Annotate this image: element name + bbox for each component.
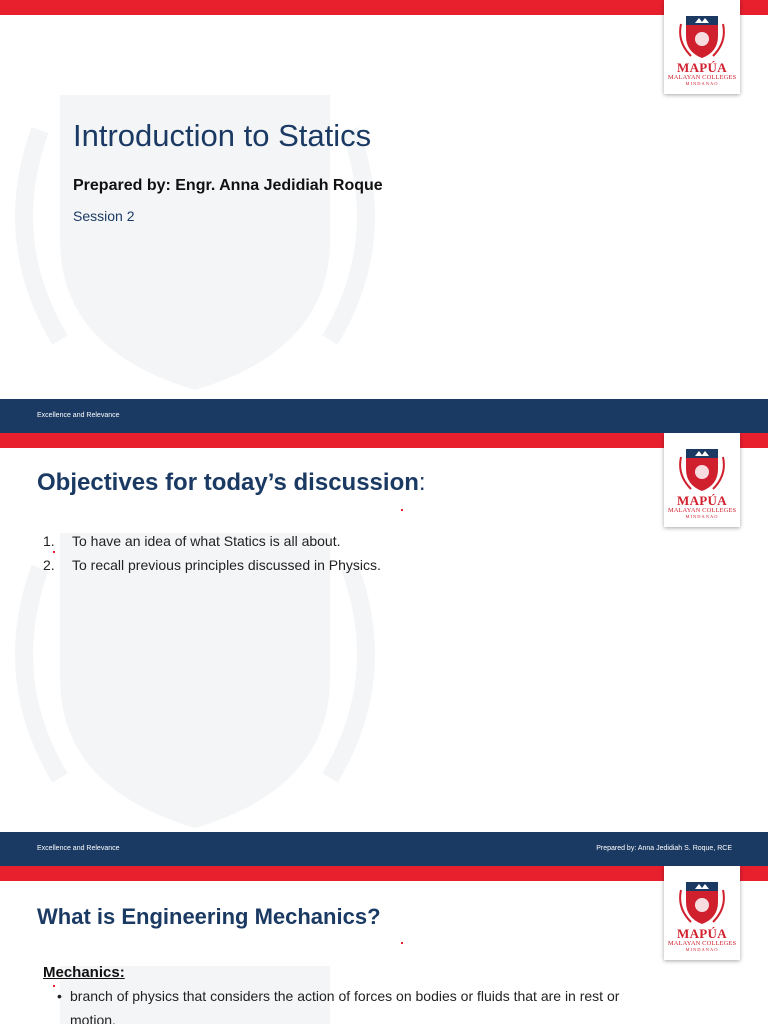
heading-colon: : bbox=[418, 469, 426, 496]
crest-icon bbox=[677, 14, 727, 60]
objectives-heading-text: Objectives for today’s discussion bbox=[37, 469, 419, 496]
logo-campus: MINDANAO bbox=[685, 81, 719, 86]
logo-name: MAPÚA bbox=[677, 60, 727, 75]
definition-bullet bbox=[57, 988, 619, 1004]
logo-name: MAPÚA bbox=[677, 493, 727, 508]
term-colon: : bbox=[119, 964, 125, 981]
red-marker-dot bbox=[53, 985, 55, 987]
definition-line-1: branch of physics that considers the action of forces on bodies or fluids that are in rest or bbox=[70, 988, 620, 1004]
crest-icon bbox=[677, 447, 727, 493]
logo-subtitle: MALAYAN COLLEGES bbox=[667, 940, 737, 947]
top-red-bar bbox=[0, 0, 768, 15]
definition-line-2: motion. bbox=[70, 1012, 116, 1024]
logo-subtitle: MALAYAN COLLEGES bbox=[667, 507, 737, 514]
session-label: Session 2 bbox=[73, 208, 135, 224]
list-number: 2. bbox=[43, 557, 55, 573]
slide-title bbox=[0, 0, 768, 433]
list-item bbox=[43, 553, 381, 577]
list-number: 1. bbox=[43, 533, 55, 549]
term-text: Mechanics bbox=[43, 964, 120, 981]
red-marker-dot bbox=[53, 551, 55, 553]
objectives-list bbox=[43, 529, 381, 577]
mechanics-heading: What is Engineering Mechanics? bbox=[37, 904, 381, 929]
top-red-bar bbox=[0, 433, 768, 448]
red-marker-dot bbox=[401, 942, 403, 944]
term-label bbox=[43, 964, 125, 981]
slide-title-text: Introduction to Statics bbox=[73, 118, 372, 153]
objectives-heading bbox=[37, 469, 426, 497]
crest-icon bbox=[677, 880, 727, 926]
red-marker-dot bbox=[401, 509, 403, 511]
logo-campus: MINDANAO bbox=[685, 947, 719, 952]
logo-name: MAPÚA bbox=[677, 926, 727, 941]
slide-objectives bbox=[0, 433, 768, 866]
prepared-by: Prepared by: Engr. Anna Jedidiah Roque bbox=[73, 177, 383, 194]
footer-bar bbox=[0, 399, 768, 433]
logo-subtitle: MALAYAN COLLEGES bbox=[667, 74, 737, 81]
list-text: To recall previous principles discussed in Physics. bbox=[72, 557, 381, 573]
school-logo bbox=[664, 433, 740, 527]
list-item bbox=[43, 529, 381, 553]
footer-motto: Excellence and Relevance bbox=[37, 845, 120, 852]
logo-campus: MINDANAO bbox=[685, 514, 719, 519]
top-red-bar bbox=[0, 866, 768, 881]
footer-motto: Excellence and Relevance bbox=[37, 412, 120, 419]
slide-engineering-mechanics bbox=[0, 866, 768, 1024]
school-logo bbox=[664, 866, 740, 960]
footer-bar bbox=[0, 832, 768, 866]
list-text: To have an idea of what Statics is all about. bbox=[72, 533, 341, 549]
school-logo bbox=[664, 0, 740, 94]
footer-author: Prepared by: Anna Jedidiah S. Roque, RCE bbox=[596, 845, 732, 852]
bullet-icon: • bbox=[57, 988, 62, 1004]
